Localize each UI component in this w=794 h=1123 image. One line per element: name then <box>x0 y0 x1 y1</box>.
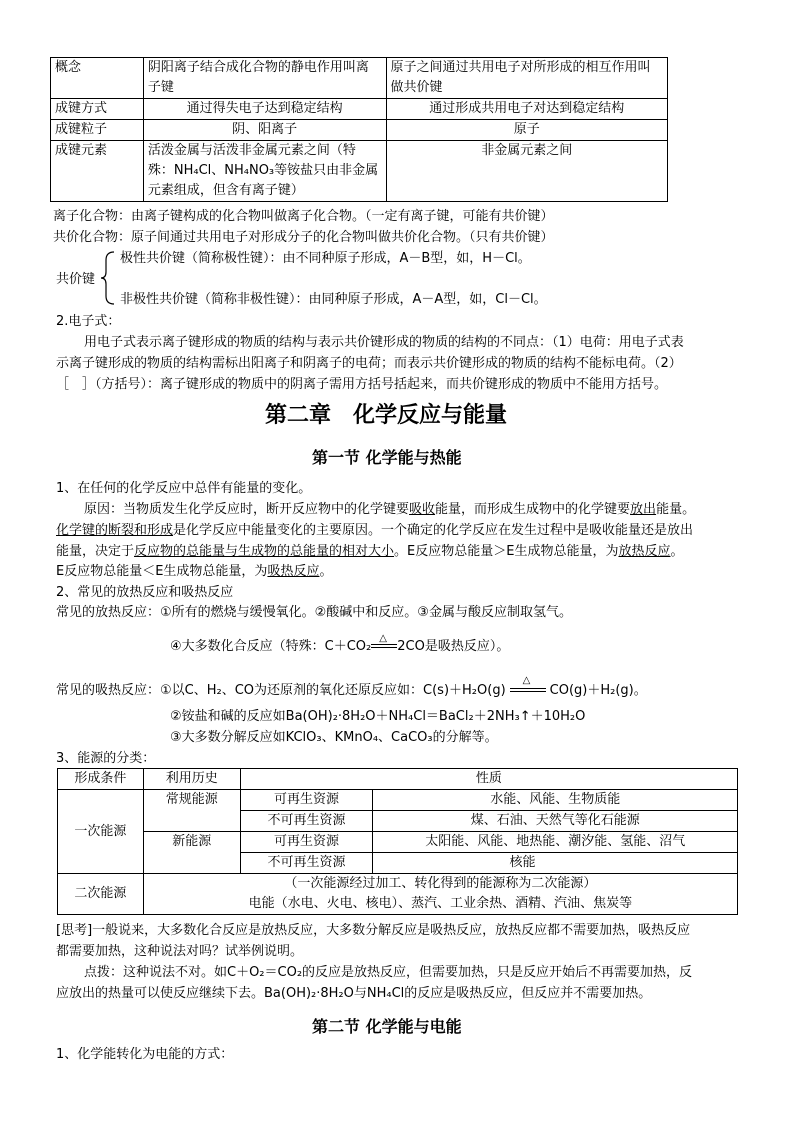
table-cell: 阴阳离子结合成化合物的静电作用叫离子键 <box>143 58 386 99</box>
paragraph: 常见的放热反应：①所有的燃烧与缓慢氧化。②酸碱中和反应。③金属与酸反应制取氢气。 <box>56 605 572 620</box>
table-cell: 二次能源 <box>58 874 144 915</box>
underlined-text: 吸热反应 <box>267 564 320 579</box>
table-cell: 煤、石油、天然气等化石能源 <box>373 811 738 832</box>
table-cell: 一次能源 <box>58 790 144 874</box>
section-title: 第一节 化学能与热能 <box>312 448 462 467</box>
paragraph: ②铵盐和碱的反应如Ba(OH)₂·8H₂O＋NH₄Cl＝BaCl₂＋2NH₃↑＋10H₂O <box>170 709 586 724</box>
paragraph: 应放出的热量可以使反应继续下去。Ba(OH)₂·8H₂O与NH₄Cl的反应是吸热反应，但反应并不需要加热。 <box>56 986 652 1001</box>
underlined-text: 放出 <box>630 502 657 517</box>
heat-arrow <box>371 632 397 654</box>
table-cell: 水能、风能、生物质能 <box>373 790 738 811</box>
paragraph <box>56 541 684 562</box>
table-cell: 阴、阳离子 <box>143 120 386 141</box>
table-cell: 常规能源 <box>143 790 240 832</box>
nonpolar-bond-definition: 非极性共价键（简称非极性键）：由同种原子形成，A－A型，如，Cl－Cl。 <box>120 292 547 307</box>
paragraph: ［ ］（方括号）：离子键形成的物质中的阴离子需用方括号括起来，而共价键形成的物质中不能用方括号。 <box>56 377 668 392</box>
paragraph: 都需要加热，这种说法对吗？试举例说明。 <box>56 944 304 959</box>
table-cell: 太阳能、风能、地热能、潮汐能、氢能、沼气 <box>373 832 738 853</box>
text-run: 。 <box>319 564 333 579</box>
paragraph: [思考]一般说来，大多数化合反应是放热反应，大多数分解反应是吸热反应，放热反应都不需要加热，吸热反应 <box>56 923 691 938</box>
curly-brace-icon <box>100 250 118 306</box>
underlined-text: 化学键的断裂和形成 <box>56 523 174 538</box>
table-cell: 成键方式 <box>51 99 144 120</box>
bond-comparison-table <box>50 57 668 202</box>
paragraph <box>56 520 693 541</box>
equation-line <box>56 674 647 701</box>
table-header: 性质 <box>240 769 737 790</box>
underlined-text: 放热反应 <box>618 544 671 559</box>
table-row <box>58 769 738 790</box>
table-cell: 核能 <box>373 853 738 874</box>
table-cell: 原子之间通过共用电子对所形成的相互作用叫做共价键 <box>386 58 668 99</box>
text-run: 能量，而形成生成物中的化学键要 <box>435 502 631 517</box>
text-run: CO(g)＋H₂(g)。 <box>549 683 647 698</box>
heat-arrow <box>510 674 546 698</box>
table-cell: 通过形成共用电子对达到稳定结构 <box>386 99 668 120</box>
table-cell <box>143 874 737 915</box>
table-header: 形成条件 <box>58 769 144 790</box>
text-run: 原因：当物质发生化学反应时，断开反应物中的化学键要 <box>84 502 410 517</box>
table-cell-line: （一次能源经过加工、转化得到的能源称为二次能源） <box>284 876 597 891</box>
text-run: E反应物总能量＜E生成物总能量，为 <box>56 564 268 579</box>
table-row <box>58 832 738 853</box>
paragraph: 1、在任何的化学反应中总伴有能量的变化。 <box>56 481 312 496</box>
table-cell: 不可再生资源 <box>240 853 373 874</box>
paragraph: 用电子式表示离子键形成的物质的结构与表示共价键形成的物质的结构的不同点：（1）电荷：用电子式表 <box>84 335 684 350</box>
table-row <box>51 120 668 141</box>
table-cell: 活泼金属与活泼非金属元素之间（特殊：NH₄Cl、NH₄NO₃等铵盐只由非金属元素组成，但含有离子键） <box>143 141 386 202</box>
table-cell-line: 电能（水电、火电、核电）、蒸汽、工业余热、酒精、汽油、焦炭等 <box>248 896 633 911</box>
table-row <box>58 790 738 811</box>
text-run: 常见的吸热反应：①以C、H₂、CO为还原剂的氧化还原反应如：C(s)＋H₂O(g) <box>56 683 506 698</box>
energy-classification-table <box>57 768 738 915</box>
table-cell: 新能源 <box>143 832 240 874</box>
polar-bond-definition: 极性共价键（简称极性键）：由不同种原子形成，A－B型，如，H－Cl。 <box>120 251 531 266</box>
table-cell: 可再生资源 <box>240 832 373 853</box>
text-run: 是化学反应中能量变化的主要原因。一个确定的化学反应在发生过程中是吸收能量还是放出 <box>173 523 694 538</box>
chapter-title: 第二章 化学反应与能量 <box>265 402 508 428</box>
ionic-compound-definition: 离子化合物：由离子键构成的化合物叫做离子化合物。（一定有离子键，可能有共价键） <box>53 209 554 224</box>
text-run: 2CO是吸热反应）。 <box>397 639 510 654</box>
table-row <box>51 99 668 120</box>
paragraph: 点拨：这种说法不对。如C＋O₂＝CO₂的反应是放热反应，但需要加热，只是反应开始后不再需要加热，反 <box>84 965 693 980</box>
electron-formula-heading: 2.电子式： <box>56 314 121 329</box>
heat-symbol: △ <box>522 674 531 686</box>
table-row <box>51 58 668 99</box>
section-title: 第二节 化学能与电能 <box>312 1017 462 1036</box>
text-run: 。E反应物总能量＞E生成物总能量，为 <box>394 544 619 559</box>
table-header: 利用历史 <box>143 769 240 790</box>
underlined-text: 吸收 <box>409 502 436 517</box>
paragraph: 示离子键形成的物质的结构需标出阳离子和阴离子的电荷；而表示共价键形成的物质的结构不能标电荷。（2） <box>56 356 682 371</box>
table-cell: 不可再生资源 <box>240 811 373 832</box>
table-cell: 成键元素 <box>51 141 144 202</box>
paragraph: 1、化学能转化为电能的方式： <box>56 1047 234 1062</box>
table-cell: 成键粒子 <box>51 120 144 141</box>
text-run: 。 <box>670 544 684 559</box>
table-row <box>58 874 738 915</box>
table-cell: 非金属元素之间 <box>386 141 668 202</box>
text-run: 能量。 <box>656 502 696 517</box>
covalent-compound-definition: 共价化合物：原子间通过共用电子对形成分子的化合物叫做共价化合物。（只有共价键） <box>53 230 554 245</box>
paragraph: ③大多数分解反应如KClO₃、KMnO₄、CaCO₃的分解等。 <box>170 730 498 745</box>
paragraph: 3、能源的分类： <box>56 751 156 766</box>
paragraph: 2、常见的放热反应和吸热反应 <box>56 585 234 600</box>
underlined-text: 反应物的总能量与生成物的总能量的相对大小 <box>134 544 395 559</box>
table-row <box>51 141 668 202</box>
paragraph <box>56 561 332 582</box>
text-run: ④大多数化合反应（特殊：C＋CO₂ <box>170 639 372 654</box>
table-cell: 概念 <box>51 58 144 99</box>
text-run: 能量，决定于 <box>56 544 135 559</box>
table-cell: 原子 <box>386 120 668 141</box>
paragraph <box>84 499 695 520</box>
table-cell: 通过得失电子达到稳定结构 <box>143 99 386 120</box>
heat-symbol: △ <box>379 632 387 644</box>
equation-line <box>170 632 510 657</box>
table-cell: 可再生资源 <box>240 790 373 811</box>
covalent-bond-label: 共价键 <box>56 272 96 287</box>
